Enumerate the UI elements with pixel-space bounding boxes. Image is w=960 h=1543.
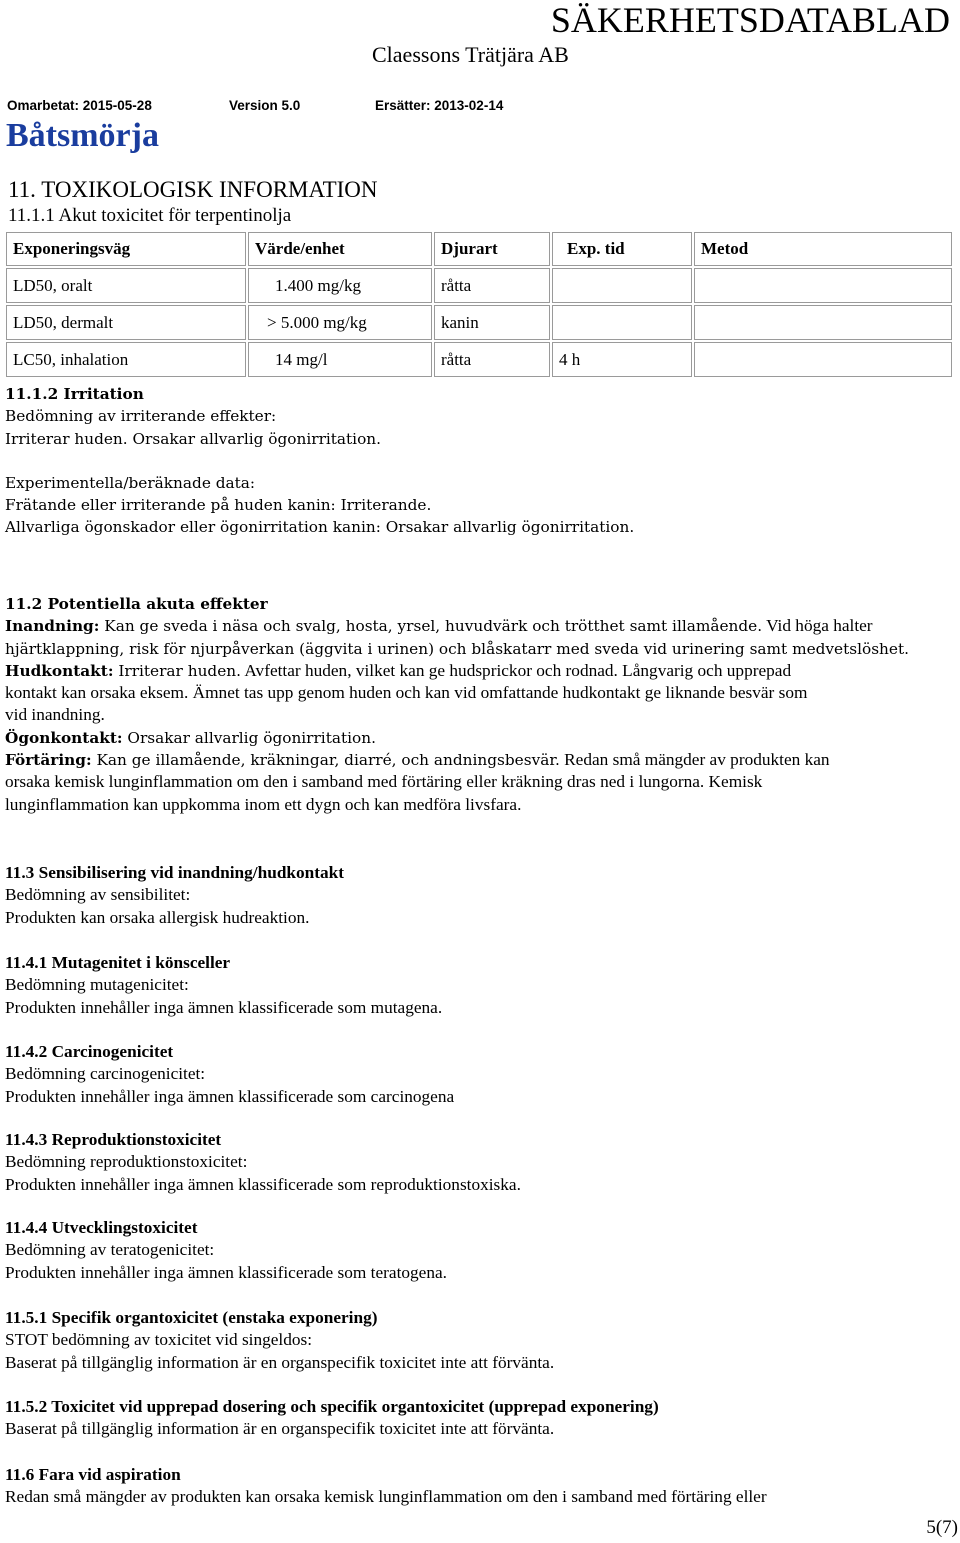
- table-cell: råtta: [434, 268, 550, 303]
- irritation-line: Frätande eller irriterande på huden kanin: Irriterande.: [5, 496, 432, 515]
- table-cell: kanin: [434, 305, 550, 340]
- table-row: [6, 268, 952, 303]
- carcinogenicity-line: Bedömning carcinogenicitet:: [5, 1064, 206, 1084]
- table-cell: råtta: [434, 342, 550, 377]
- skin-contact-label: Hudkontakt:: [5, 661, 114, 680]
- inhalation-label: Inandning:: [5, 617, 100, 636]
- inhalation-text: Kan ge sveda i näsa och svalg, hosta, yrsel, huvudvärk och trötthet samt illamående.: [99, 617, 763, 636]
- carcinogenicity-heading: 11.4.2 Carcinogenicitet: [5, 1042, 174, 1061]
- ingestion-text: orsaka kemisk lunginflammation om den i samband med förtäring eller kräkning dras ned i lungorna. Kemisk: [5, 772, 763, 792]
- mutagenicity-line: Bedömning mutagenicitet:: [5, 975, 189, 995]
- table-cell: [552, 268, 692, 303]
- reproductive-toxicity-section: [5, 1129, 953, 1196]
- stot-repeated-line: Baserat på tillgänglig information är en organspecifik toxicitet inte att förvänta.: [5, 1419, 555, 1439]
- acute-effects-heading: 11.2 Potentiella akuta effekter: [5, 595, 268, 613]
- stot-single-heading: 11.5.1 Specifik organtoxicitet (enstaka exponering): [5, 1308, 378, 1327]
- version-label: Version 5.0: [229, 98, 301, 113]
- reproductive-toxicity-line: Produkten innehåller inga ämnen klassificerade som reproduktionstoxiska.: [5, 1174, 521, 1194]
- ingestion-text: lunginflammation kan uppkomma inom ett dygn och kan medföra livsfara.: [5, 794, 522, 814]
- revised-date: Omarbetat: 2015-05-28: [7, 98, 152, 113]
- irritation-line: Experimentella/beräknade data:: [5, 473, 256, 492]
- header-cell: Djurart: [434, 232, 550, 266]
- developmental-toxicity-line: Bedömning av teratogenicitet:: [5, 1240, 215, 1260]
- carcinogenicity-section: [5, 1041, 953, 1108]
- table-cell: 4 h: [552, 342, 692, 377]
- product-name: Båtsmörja: [6, 117, 159, 154]
- eye-contact-label: Ögonkontakt:: [5, 728, 123, 747]
- subsection-title: 11.1.1 Akut toxicitet för terpentinolja: [8, 205, 292, 226]
- mutagenicity-heading: 11.4.1 Mutagenitet i könsceller: [5, 953, 231, 972]
- irritation-section: [5, 383, 953, 539]
- table-cell: [552, 305, 692, 340]
- page-number: 5(7): [926, 1517, 958, 1538]
- aspiration-section: [5, 1464, 953, 1509]
- table-cell: 1.400 mg/kg: [248, 268, 432, 303]
- mutagenicity-line: Produkten innehåller inga ämnen klassificerade som mutagena.: [5, 997, 443, 1017]
- table-cell: 14 mg/l: [248, 342, 432, 377]
- table-cell: [694, 268, 952, 303]
- irritation-heading: 11.1.2 Irritation: [5, 385, 144, 403]
- irritation-line: Allvarliga ögonskador eller ögonirritation kanin: Orsakar allvarlig ögonirritation.: [5, 518, 635, 537]
- eye-contact-text: Orsakar allvarlig ögonirritation.: [122, 728, 376, 747]
- stot-repeated-heading: 11.5.2 Toxicitet vid upprepad dosering och specifik organtoxicitet (upprepad exponering): [5, 1397, 659, 1416]
- aspiration-heading: 11.6 Fara vid aspiration: [5, 1465, 181, 1484]
- table-cell: > 5.000 mg/kg: [248, 305, 432, 340]
- acute-toxicity-table: [4, 230, 954, 379]
- ingestion-text: Redan små mängder av produkten kan: [559, 750, 830, 770]
- sensitisation-line: Bedömning av sensibilitet:: [5, 885, 191, 905]
- developmental-toxicity-heading: 11.4.4 Utvecklingstoxicitet: [5, 1218, 198, 1237]
- irritation-line: Bedömning av irriterande effekter:: [5, 407, 277, 426]
- skin-contact-text: Avfettar huden, vilket kan ge hudsprickor och rodnad. Långvarig och upprepad: [240, 660, 792, 680]
- table-header-row: [6, 232, 952, 266]
- skin-contact-text: kontakt kan orsaka eksem. Ämnet tas upp genom huden och kan vid omfattande hudkontakt ge liknande besvär som: [5, 683, 808, 703]
- developmental-toxicity-line: Produkten innehåller inga ämnen klassificerade som teratogena.: [5, 1262, 447, 1282]
- developmental-toxicity-section: [5, 1217, 953, 1284]
- section-title: 11. TOXIKOLOGISK INFORMATION: [8, 177, 378, 202]
- sensitisation-line: Produkten kan orsaka allergisk hudreaktion.: [5, 907, 310, 927]
- stot-single-line: Baserat på tillgänglig information är en organspecifik toxicitet inte att förvänta.: [5, 1352, 555, 1372]
- table-cell: LC50, inhalation: [6, 342, 246, 377]
- stot-repeated-section: [5, 1396, 953, 1441]
- table-cell: [694, 342, 952, 377]
- acute-effects-section: [5, 593, 953, 816]
- reproductive-toxicity-line: Bedömning reproduktionstoxicitet:: [5, 1152, 248, 1172]
- company-name: Claessons Trätjära AB: [372, 42, 569, 67]
- header-cell: Värde/enhet: [248, 232, 432, 266]
- stot-single-line: STOT bedömning av toxicitet vid singeldos:: [5, 1330, 313, 1350]
- ingestion-text: Kan ge illamående, kräkningar, diarré, och andningsbesvär.: [91, 751, 560, 770]
- header-cell: Metod: [694, 232, 952, 266]
- table-cell: LD50, dermalt: [6, 305, 246, 340]
- replaces-date: Ersätter: 2013-02-14: [375, 98, 504, 113]
- skin-contact-text: vid inandning.: [5, 705, 105, 725]
- reproductive-toxicity-heading: 11.4.3 Reproduktionstoxicitet: [5, 1130, 222, 1149]
- ingestion-label: Förtäring:: [5, 751, 92, 770]
- aspiration-line: Redan små mängder av produkten kan orsaka kemisk lunginflammation om den i samband med förtäring eller: [5, 1487, 767, 1507]
- sensitisation-heading: 11.3 Sensibilisering vid inandning/hudkontakt: [5, 863, 345, 882]
- irritation-line: Irriterar huden. Orsakar allvarlig ögonirritation.: [5, 429, 381, 448]
- table-row: [6, 342, 952, 377]
- inhalation-text: hjärtklappning, risk för njurpåverkan (äggvita i urinen) och blåskatarr med sveda vid urinering samt medvetslöshet.: [5, 639, 909, 658]
- header-cell: Exp. tid: [552, 232, 692, 266]
- table-cell: [694, 305, 952, 340]
- sensitisation-section: [5, 862, 953, 929]
- table-row: [6, 305, 952, 340]
- inhalation-text: Vid höga halter: [762, 616, 873, 636]
- carcinogenicity-line: Produkten innehåller inga ämnen klassificerade som carcinogena: [5, 1086, 455, 1106]
- stot-single-section: [5, 1307, 953, 1374]
- table-cell: LD50, oralt: [6, 268, 246, 303]
- document-type-title: SÄKERHETSDATABLAD: [550, 0, 950, 40]
- skin-contact-text: Irriterar huden.: [113, 661, 241, 680]
- mutagenicity-section: [5, 952, 953, 1019]
- header-cell: Exponeringsväg: [6, 232, 246, 266]
